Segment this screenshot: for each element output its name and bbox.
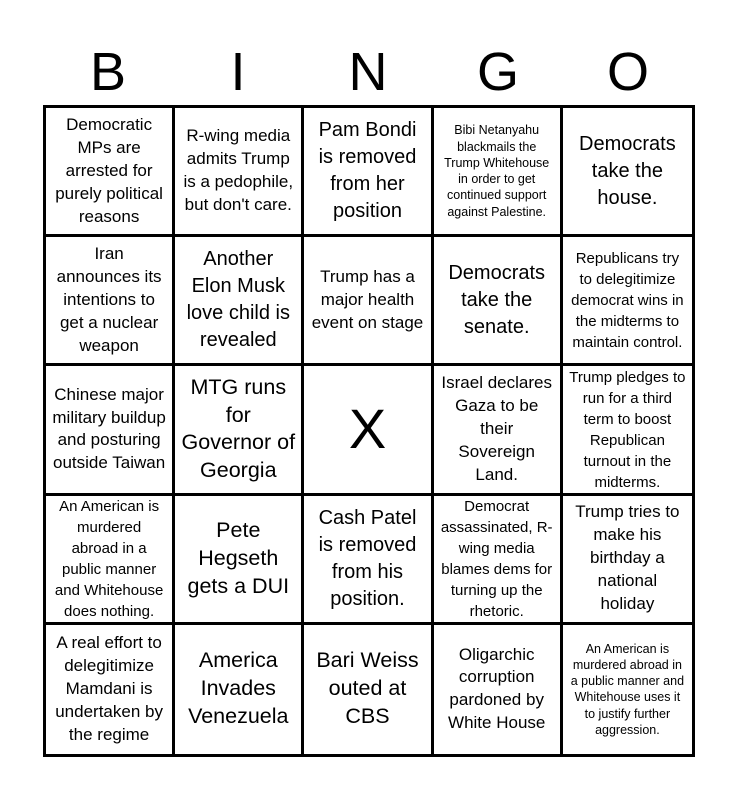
bingo-cell-r1-c3[interactable]	[304, 108, 433, 237]
cell-text: A real effort to delegitimize Mamdani is undertaken by the regime	[55, 633, 163, 744]
free-space-cell[interactable]	[304, 366, 433, 495]
bingo-cell-r3-c1[interactable]	[46, 366, 175, 495]
cell-text: America Invades Venezuela	[188, 648, 289, 729]
cell-text: Trump pledges to run for a third term to boost Republican turnout in the midterms.	[569, 368, 686, 491]
bingo-cell-r2-c3[interactable]	[304, 237, 433, 366]
free-space-mark: X	[348, 397, 387, 461]
header-letter-o: O	[606, 42, 649, 102]
bingo-cell-r3-c2[interactable]	[175, 366, 304, 495]
bingo-cell-r2-c2[interactable]	[175, 237, 304, 366]
header-letter-g: G	[476, 42, 519, 102]
bingo-cell-r4-c2[interactable]	[175, 496, 304, 625]
bingo-board	[43, 105, 695, 757]
cell-text: Pam Bondi is removed from her position	[318, 119, 417, 223]
cell-text: R-wing media admits Trump is a pedophile, but don't care.	[183, 126, 294, 215]
bingo-cell-r5-c4[interactable]	[434, 625, 563, 754]
bingo-cell-r1-c1[interactable]	[46, 108, 175, 237]
cell-text: Democrat assassinated, R-wing media blames dems for turning up the rhetoric.	[440, 497, 553, 620]
cell-text: MTG runs for Governor of Georgia	[181, 374, 296, 483]
cell-text: Democrats take the senate.	[448, 261, 546, 338]
cell-text: Democrats take the house.	[579, 132, 676, 209]
cell-text: Republicans try to delegitimize democrat wins in the midterms to maintain control.	[571, 249, 684, 351]
bingo-cell-r5-c1[interactable]	[46, 625, 175, 754]
cell-text: Democratic MPs are arrested for purely political reasons	[55, 114, 163, 226]
cell-text: Trump has a major health event on stage	[311, 266, 424, 332]
cell-text: Trump tries to make his birthday a national holiday	[575, 502, 680, 614]
bingo-header	[43, 38, 695, 106]
bingo-cell-r5-c3[interactable]	[304, 625, 433, 754]
bingo-cell-r2-c5[interactable]	[563, 237, 692, 366]
header-letter-i: I	[230, 42, 246, 102]
bingo-cell-r2-c1[interactable]	[46, 237, 175, 366]
cell-text: An American is murdered abroad in a public manner and Whitehouse does nothing.	[54, 497, 164, 620]
bingo-cell-r3-c4[interactable]	[434, 366, 563, 495]
bingo-cell-r1-c5[interactable]	[563, 108, 692, 237]
cell-text: Oligarchic corruption pardoned by White House	[448, 644, 546, 733]
bingo-cell-r2-c4[interactable]	[434, 237, 563, 366]
bingo-cell-r4-c1[interactable]	[46, 496, 175, 625]
cell-text: Cash Patel is removed from his position.	[318, 506, 417, 610]
bingo-cell-r4-c4[interactable]	[434, 496, 563, 625]
cell-text: Bibi Netanyahu blackmails the Trump Whitehouse in order to get continued support against Palestine.	[444, 123, 550, 219]
cell-text: Another Elon Musk love child is revealed	[186, 248, 290, 352]
cell-text: Pete Hegseth gets a DUI	[187, 517, 290, 598]
cell-text: Iran announces its intentions to get a nuclear weapon	[56, 243, 162, 355]
bingo-cell-r5-c2[interactable]	[175, 625, 304, 754]
bingo-cell-r4-c3[interactable]	[304, 496, 433, 625]
cell-text: Chinese major military buildup and posturing outside Taiwan	[52, 384, 166, 473]
header-letter-n: N	[348, 42, 388, 102]
cell-text: An American is murdered abroad in a public manner and Whitehouse uses it to justify further aggression.	[570, 641, 685, 737]
cell-text: Bari Weiss outed at CBS	[316, 648, 419, 729]
cell-text: Israel declares Gaza to be their Sovereign Land.	[441, 373, 552, 484]
bingo-cell-r3-c5[interactable]	[563, 366, 692, 495]
bingo-cell-r4-c5[interactable]	[563, 496, 692, 625]
bingo-cell-r5-c5[interactable]	[563, 625, 692, 754]
bingo-cell-r1-c2[interactable]	[175, 108, 304, 237]
header-letter-b: B	[89, 42, 127, 102]
bingo-cell-r1-c4[interactable]	[434, 108, 563, 237]
